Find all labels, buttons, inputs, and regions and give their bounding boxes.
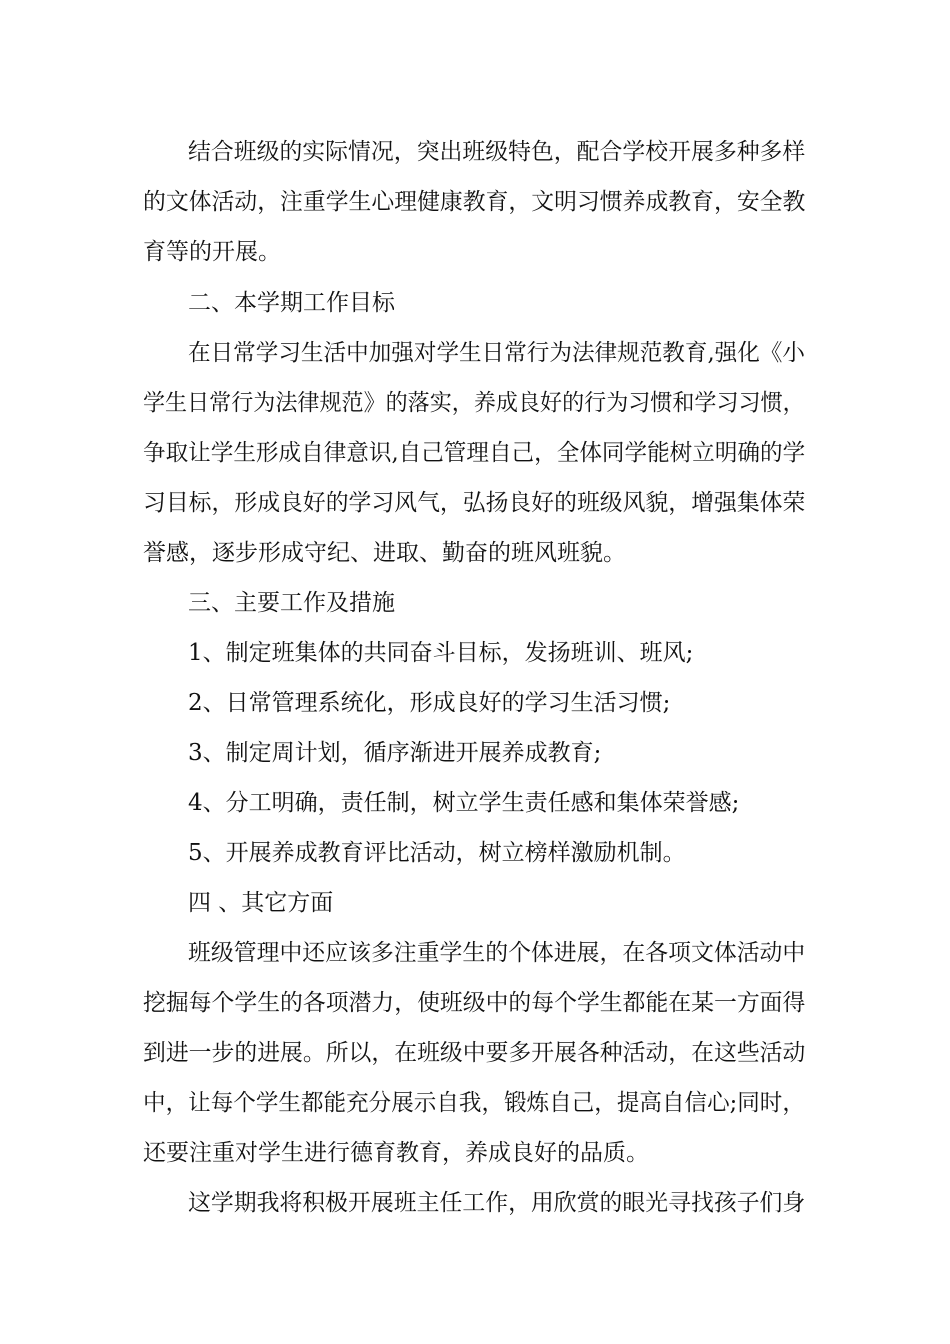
- list-item: [0, 827, 950, 879]
- list-item-text: 3、制定周计划，循序渐进开展养成教育;: [188, 740, 602, 766]
- paragraph-line: [0, 427, 950, 479]
- line-text: 中，让每个学生都能充分展示自我，锻炼自己，提高自信心;同时，: [143, 1090, 805, 1116]
- list-item-text: 4、分工明确，责任制，树立学生责任感和集体荣誉感;: [188, 790, 740, 816]
- list-item-text: 2、日常管理系统化，形成良好的学习生活习惯;: [188, 690, 671, 716]
- list-item-text: 1、制定班集体的共同奋斗目标，发扬班训、班风;: [188, 640, 694, 666]
- list-item: [0, 627, 950, 679]
- heading-text: 四 、其它方面: [188, 890, 334, 916]
- heading-text: 二、本学期工作目标: [188, 290, 395, 316]
- line-text: 育等的开展。: [143, 239, 281, 265]
- paragraph-line: [0, 527, 950, 579]
- list-item: [0, 777, 950, 829]
- paragraph-line: [0, 226, 950, 278]
- section-heading: [0, 877, 950, 929]
- paragraph-line: [0, 176, 950, 228]
- paragraph-line: [0, 477, 950, 529]
- line-text: 结合班级的实际情况，突出班级特色，配合学校开展多种多样: [188, 139, 806, 165]
- paragraph-line: [0, 1077, 950, 1129]
- line-text: 的文体活动，注重学生心理健康教育，文明习惯养成教育，安全教: [143, 189, 806, 215]
- line-text: 挖掘每个学生的各项潜力，使班级中的每个学生都能在某一方面得: [143, 990, 806, 1016]
- line-text: 习目标，形成良好的学习风气，弘扬良好的班级风貌，增强集体荣: [143, 490, 806, 516]
- line-text: 争取让学生形成自律意识,自己管理自己，全体同学能树立明确的学: [143, 440, 806, 466]
- list-item-text: 5、开展养成教育评比活动，树立榜样激励机制。: [188, 840, 686, 866]
- section-heading: [0, 577, 950, 629]
- paragraph-line: [0, 1127, 950, 1179]
- section-heading: [0, 277, 950, 329]
- line-text: 誉感，逐步形成守纪、进取、勤奋的班风班貌。: [143, 540, 626, 566]
- list-item: [0, 677, 950, 729]
- line-text: 学生日常行为法律规范》的落实，养成良好的行为习惯和学习习惯，: [143, 390, 805, 416]
- line-text: 班级管理中还应该多注重学生的个体进展，在各项文体活动中: [188, 940, 806, 966]
- paragraph-line: [0, 1177, 950, 1229]
- paragraph-line: [0, 126, 950, 178]
- list-item: [0, 727, 950, 779]
- paragraph-line: [0, 977, 950, 1029]
- heading-text: 三、主要工作及措施: [188, 590, 395, 616]
- line-text: 在日常学习生活中加强对学生日常行为法律规范教育,强化《小: [188, 340, 806, 366]
- paragraph-line: [0, 1027, 950, 1079]
- paragraph-line: [0, 927, 950, 979]
- line-text: 这学期我将积极开展班主任工作，用欣赏的眼光寻找孩子们身: [188, 1190, 806, 1216]
- line-text: 到进一步的进展。所以，在班级中要多开展各种活动，在这些活动: [143, 1040, 806, 1066]
- line-text: 还要注重对学生进行德育教育，养成良好的品质。: [143, 1140, 649, 1166]
- paragraph-line: [0, 327, 950, 379]
- paragraph-line: [0, 377, 950, 429]
